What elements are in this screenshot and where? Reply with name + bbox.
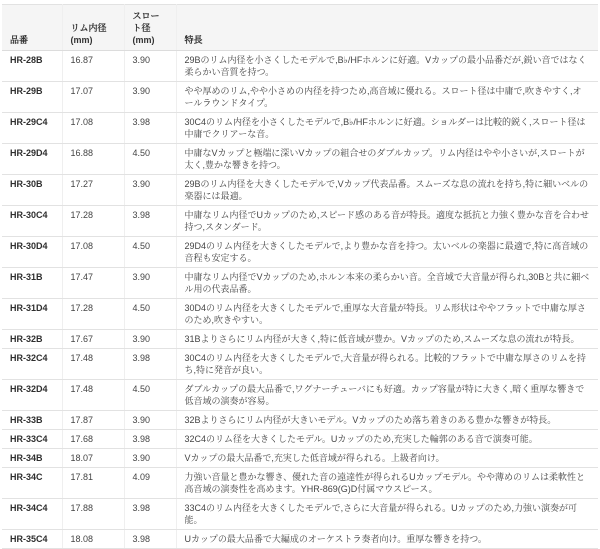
feature-cell: 29Bのリム内径を大きくしたモデルで,Vカップ代表品番。スムーズな息の流れを持ち,特に細いベルの楽器には最適。 [176, 175, 598, 206]
rim-diameter-cell: 16.88 [62, 144, 124, 175]
part-number-cell: HR-29D4 [2, 144, 62, 175]
part-number-cell: HR-32C4 [2, 349, 62, 380]
feature-cell: 31Bよりさらにリム内径が大きく,特に低音域が豊か。Vカップのため,スムーズな息の流れが特長。 [176, 330, 598, 349]
part-number-cell: HR-34C [2, 468, 62, 499]
feature-cell: 33C4のリム内径を大きくしたモデルで,さらに大音量が得られる。Uカップのため,力強い演奏が可能。 [176, 499, 598, 530]
throat-diameter-cell: 3.90 [124, 268, 176, 299]
rim-diameter-cell: 16.87 [62, 51, 124, 82]
part-number-cell: HR-30B [2, 175, 62, 206]
table-row [2, 51, 598, 82]
rim-diameter-cell: 17.28 [62, 299, 124, 330]
part-number-cell: HR-30D4 [2, 237, 62, 268]
table-body [2, 51, 598, 549]
throat-diameter-cell: 3.98 [124, 499, 176, 530]
rim-diameter-cell: 17.07 [62, 82, 124, 113]
rim-diameter-cell: 17.08 [62, 113, 124, 144]
table-row [2, 449, 598, 468]
throat-diameter-cell: 3.98 [124, 530, 176, 549]
table-row [2, 82, 598, 113]
throat-diameter-cell: 4.50 [124, 299, 176, 330]
throat-diameter-cell: 3.98 [124, 349, 176, 380]
throat-diameter-cell: 3.98 [124, 206, 176, 237]
table-row [2, 175, 598, 206]
throat-diameter-cell: 3.90 [124, 330, 176, 349]
feature-cell: 29Bのリム内径を小さくしたモデルで,B♭/HFホルンに好適。Vカップの最小品番だが,鋭い音ではなく柔らかい音質を持つ。 [176, 51, 598, 82]
feature-cell: 32Bよりさらにリム内径が大きいモデル。Vカップのため落ち着きのある豊かな響きが特長。 [176, 411, 598, 430]
part-number-cell: HR-30C4 [2, 206, 62, 237]
table-row [2, 237, 598, 268]
col-header-features [176, 5, 598, 51]
part-number-cell: HR-32B [2, 330, 62, 349]
part-number-cell: HR-31B [2, 268, 62, 299]
feature-cell: 30C4のリム内径を小さくしたモデルで,B♭/HFホルンに好適。ショルダーは比較的鋭く,スロート径は中庸でクリアーな音。 [176, 113, 598, 144]
part-number-cell: HR-31D4 [2, 299, 62, 330]
part-number-cell: HR-34C4 [2, 499, 62, 530]
table-row [2, 499, 598, 530]
rim-diameter-cell: 17.47 [62, 268, 124, 299]
table-row [2, 144, 598, 175]
table-row [2, 349, 598, 380]
feature-cell: 30D4のリム内径を大きくしたモデルで,重厚な大音量が特長。リム形状はややフラットで中庸な厚さのため,吹きやすい。 [176, 299, 598, 330]
feature-cell: 力強い音量と豊かな響き、優れた音の遠達性が得られるUカップモデル。やや薄めのリムは柔軟性と高音域の演奏性を高めます。YHR-869(G)D付属マウスピース。 [176, 468, 598, 499]
col-header-label: 品番 [10, 35, 29, 45]
rim-diameter-cell: 18.08 [62, 530, 124, 549]
rim-diameter-cell: 17.68 [62, 430, 124, 449]
col-header-unit: (mm) [70, 35, 93, 45]
part-number-cell: HR-29C4 [2, 113, 62, 144]
feature-cell: 29D4のリム内径を大きくしたモデルで,より豊かな音を持つ。太いベルの楽器に最適で,特に高音域の音程も安定する。 [176, 237, 598, 268]
rim-diameter-cell: 17.87 [62, 411, 124, 430]
part-number-cell: HR-35C4 [2, 530, 62, 549]
header-row [2, 5, 598, 51]
rim-diameter-cell: 18.07 [62, 449, 124, 468]
table-row [2, 330, 598, 349]
part-number-cell: HR-29B [2, 82, 62, 113]
throat-diameter-cell: 3.98 [124, 113, 176, 144]
throat-diameter-cell: 3.90 [124, 51, 176, 82]
table-row [2, 430, 598, 449]
part-number-cell: HR-32D4 [2, 380, 62, 411]
feature-cell: 中庸なリム内径でUカップのため,スピード感のある音が特長。適度な抵抗と力強く豊かな音を合わせ持つ,スタンダード。 [176, 206, 598, 237]
throat-diameter-cell: 4.50 [124, 237, 176, 268]
feature-cell: 30C4のリム内径を大きくしたモデルで,大音量が得られる。比較的フラットで中庸な厚さのリムを持ち,特に発音が良い。 [176, 349, 598, 380]
rim-diameter-cell: 17.27 [62, 175, 124, 206]
part-number-cell: HR-28B [2, 51, 62, 82]
feature-cell: Vカップの最大品番で,充実した低音域が得られる。上級者向け。 [176, 449, 598, 468]
feature-cell: やや厚めのリム,やや小さめの内径を持つため,高音域に優れる。スロート径は中庸で,吹きやすく,オールラウンドタイプ。 [176, 82, 598, 113]
throat-diameter-cell: 4.50 [124, 144, 176, 175]
feature-cell: 中庸なVカップと極端に深いVカップの組合せのダブルカップ。リム内径はやや小さいが,スロートが太く,豊かな響きを持つ。 [176, 144, 598, 175]
throat-diameter-cell: 4.50 [124, 380, 176, 411]
rim-diameter-cell: 17.88 [62, 499, 124, 530]
rim-diameter-cell: 17.28 [62, 206, 124, 237]
part-number-cell: HR-33C4 [2, 430, 62, 449]
rim-diameter-cell: 17.48 [62, 380, 124, 411]
feature-cell: 中庸なリム内径でVカップのため,ホルン本来の柔らかい音。全音域で大音量が得られ,30Bと共に細ベル用の代表品番。 [176, 268, 598, 299]
col-header-label: スロート径 [132, 11, 160, 33]
throat-diameter-cell: 3.90 [124, 449, 176, 468]
table-row [2, 530, 598, 549]
col-header-rim-diameter [62, 5, 124, 51]
table-row [2, 411, 598, 430]
feature-cell: Uカップの最大品番で大編成のオーケストラ奏者向け。重厚な響きを持つ。 [176, 530, 598, 549]
throat-diameter-cell: 3.90 [124, 411, 176, 430]
table-row [2, 468, 598, 499]
rim-diameter-cell: 17.67 [62, 330, 124, 349]
col-header-throat-diameter [124, 5, 176, 51]
col-header-label: リム内径 [70, 23, 107, 33]
table-row [2, 380, 598, 411]
col-header-unit: (mm) [132, 35, 155, 45]
throat-diameter-cell: 4.09 [124, 468, 176, 499]
table-row [2, 299, 598, 330]
rim-diameter-cell: 17.48 [62, 349, 124, 380]
table-row [2, 268, 598, 299]
throat-diameter-cell: 3.98 [124, 430, 176, 449]
rim-diameter-cell: 17.08 [62, 237, 124, 268]
mouthpiece-spec-table [2, 4, 598, 549]
table-row [2, 206, 598, 237]
table-row [2, 113, 598, 144]
throat-diameter-cell: 3.90 [124, 175, 176, 206]
table-header [2, 5, 598, 51]
feature-cell: ダブルカップの最大品番で,ワグナーチューバにも好適。カップ容量が特に大きく,暗く重厚な響きで低音域の演奏が容易。 [176, 380, 598, 411]
part-number-cell: HR-33B [2, 411, 62, 430]
rim-diameter-cell: 17.81 [62, 468, 124, 499]
feature-cell: 32C4のリム径を大きくしたモデル。Uカップのため,充実した輪郭のある音で演奏可能。 [176, 430, 598, 449]
throat-diameter-cell: 3.90 [124, 82, 176, 113]
col-header-label: 特長 [184, 35, 203, 45]
col-header-part-number [2, 5, 62, 51]
part-number-cell: HR-34B [2, 449, 62, 468]
